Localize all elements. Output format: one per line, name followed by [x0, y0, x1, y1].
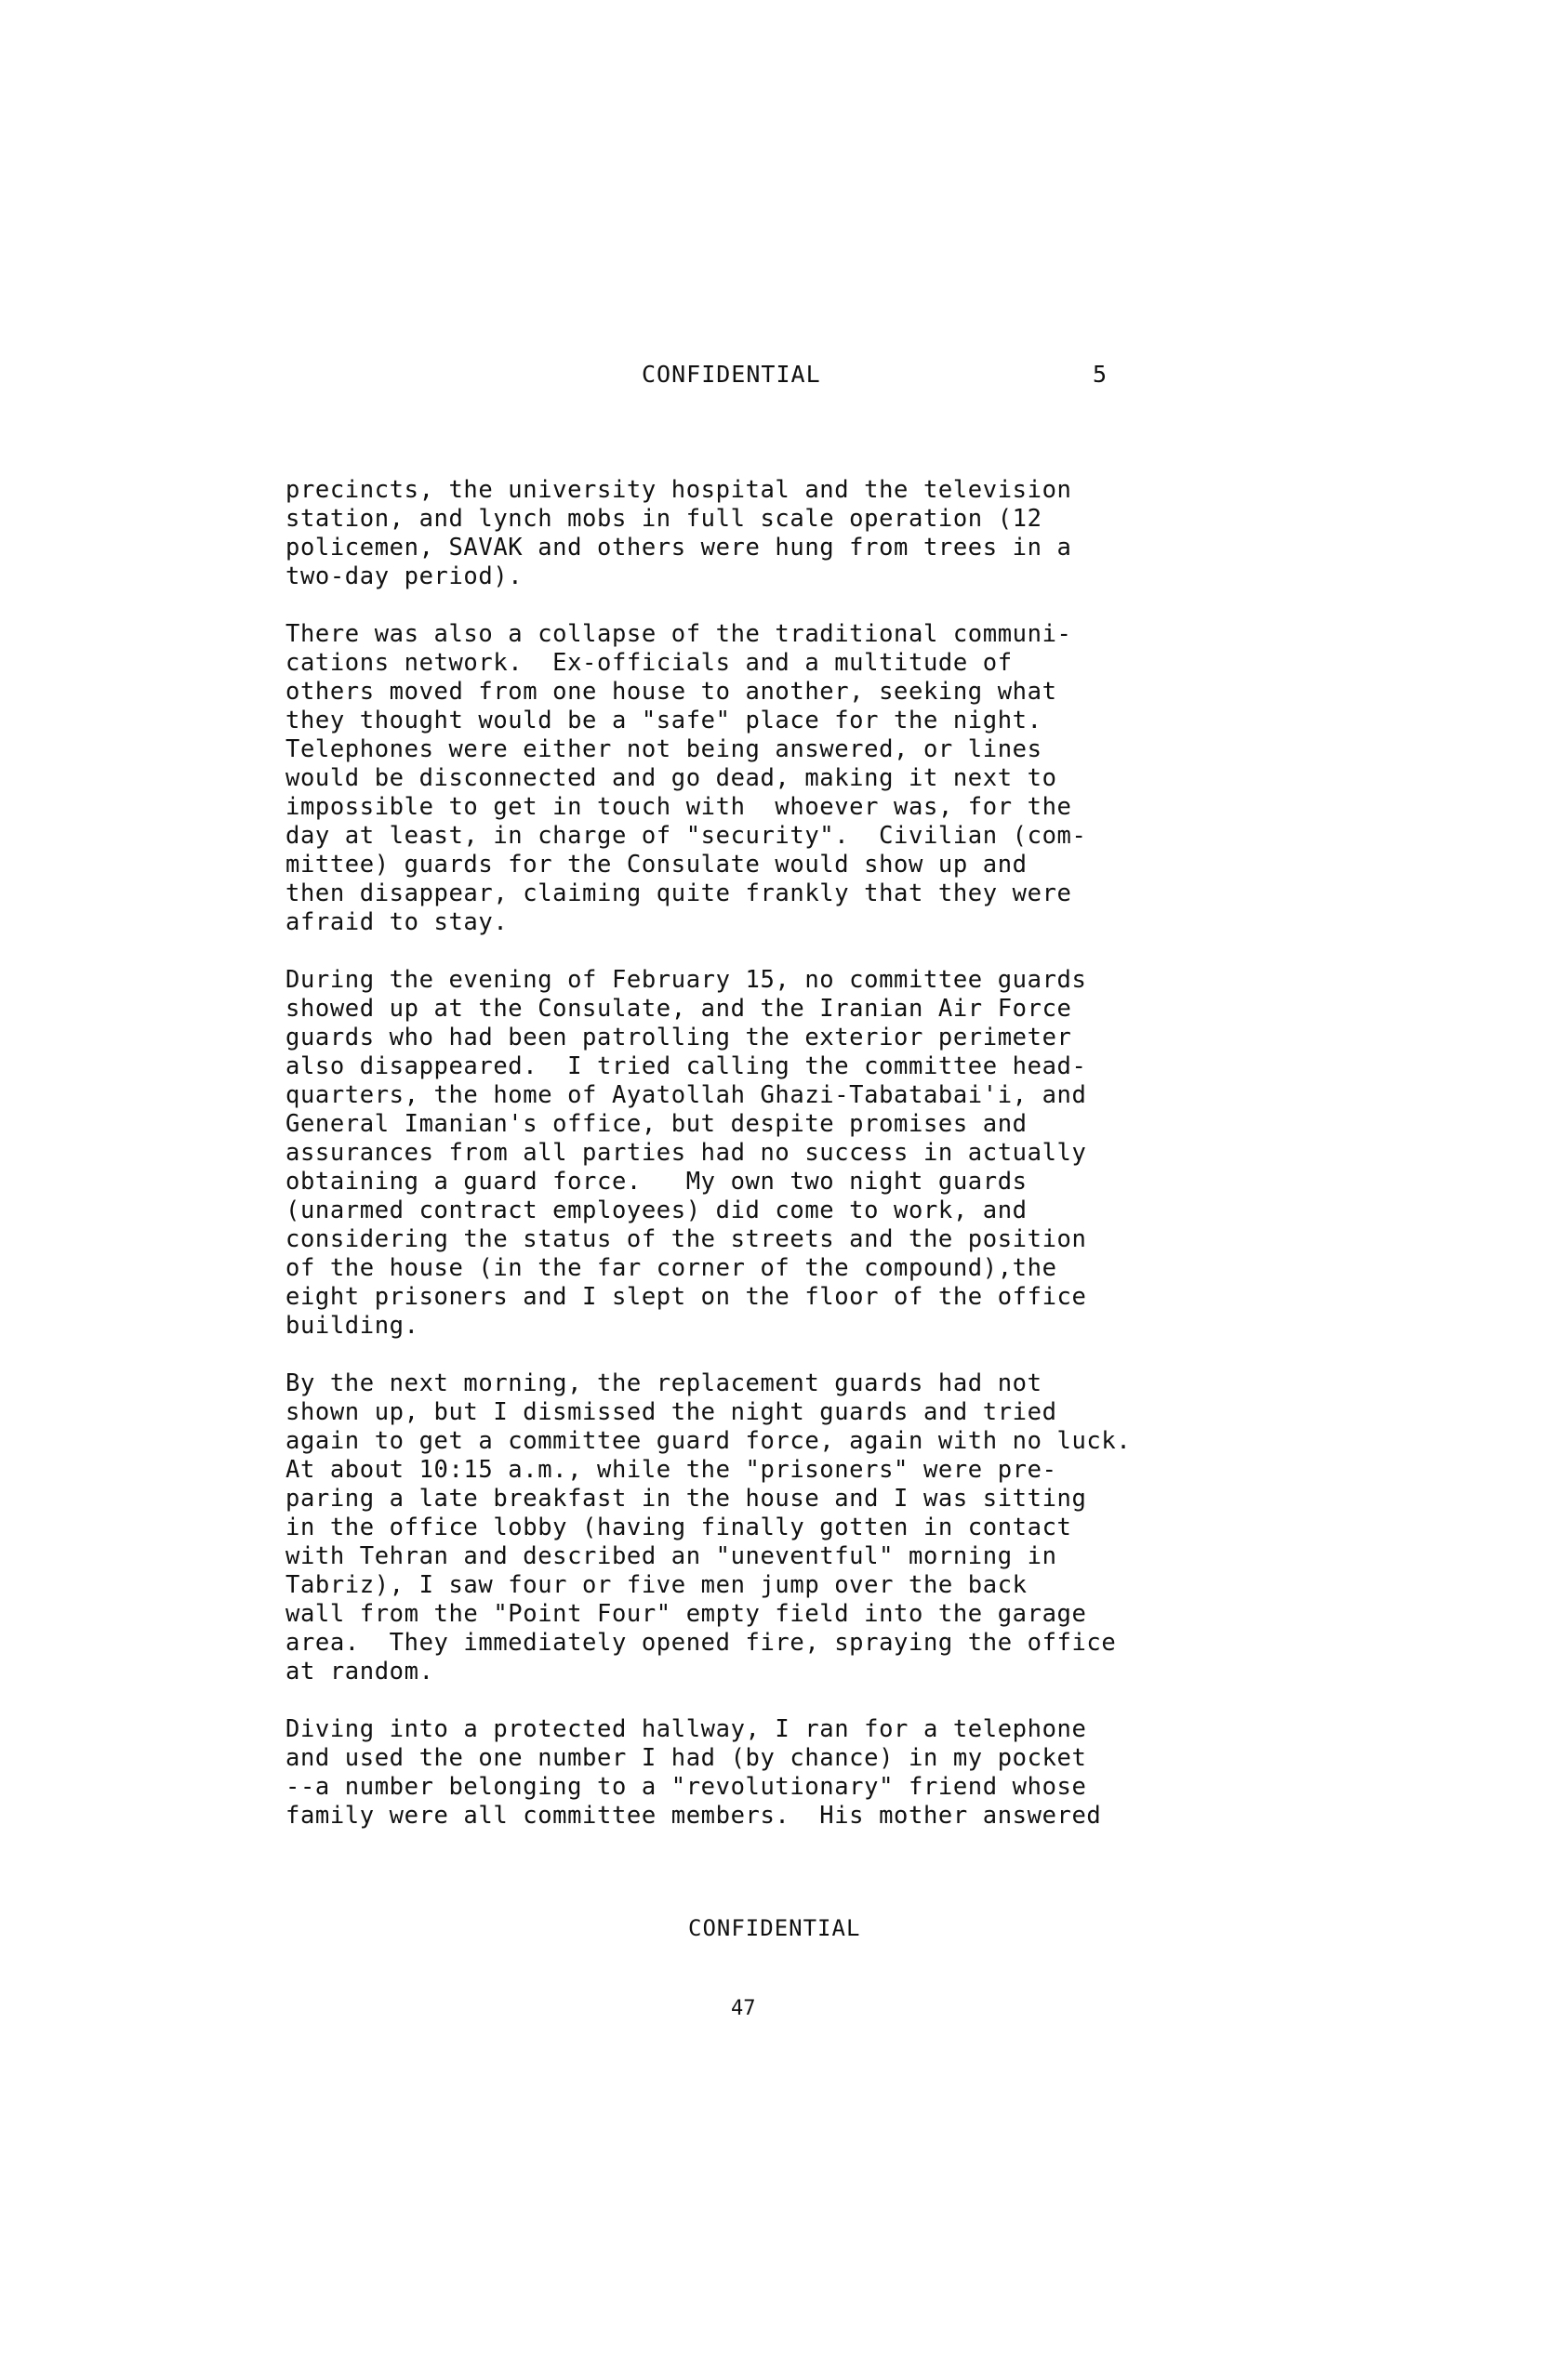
text-line: in the office lobby (having finally gotten in contact — [285, 1514, 1072, 1541]
text-line: with Tehran and described an "uneventful" morning in — [285, 1542, 1057, 1570]
body-text — [285, 476, 1290, 1859]
text-line: and used the one number I had (by chance) in my pocket — [285, 1744, 1087, 1772]
text-line: afraid to stay. — [285, 908, 509, 936]
footer-page-number: 47 — [731, 1997, 756, 2020]
text-line: General Imanian's office, but despite promises and — [285, 1110, 1028, 1138]
paragraph — [285, 476, 1290, 591]
text-line: considering the status of the streets and the position — [285, 1225, 1087, 1253]
text-line: Diving into a protected hallway, I ran for a telephone — [285, 1715, 1087, 1743]
text-line: guards who had been patrolling the exterior perimeter — [285, 1024, 1072, 1051]
text-line: others moved from one house to another, seeking what — [285, 678, 1057, 706]
text-line: Tabriz), I saw four or five men jump over the back — [285, 1571, 1028, 1599]
header-page-number: 5 — [1093, 361, 1108, 388]
text-line: obtaining a guard force. My own two night guards — [285, 1168, 1028, 1196]
text-line: quarters, the home of Ayatollah Ghazi-Tabatabai'i, and — [285, 1081, 1087, 1109]
text-line: two-day period). — [285, 562, 524, 590]
text-line: they thought would be a "safe" place for the night. — [285, 707, 1042, 734]
text-line: also disappeared. I tried calling the committee head- — [285, 1052, 1087, 1080]
paragraph — [285, 1369, 1290, 1686]
paragraph — [285, 620, 1290, 937]
text-line: By the next morning, the replacement guards had not — [285, 1369, 1042, 1397]
text-line: would be disconnected and go dead, making it next to — [285, 764, 1057, 792]
text-line: cations network. Ex-officials and a multitude of — [285, 649, 1013, 677]
text-line: --a number belonging to a "revolutionary" friend whose — [285, 1773, 1087, 1801]
text-line: assurances from all parties had no success in actually — [285, 1139, 1087, 1167]
text-line: at random. — [285, 1658, 434, 1686]
text-line: shown up, but I dismissed the night guards and tried — [285, 1398, 1057, 1426]
text-line: wall from the "Point Four" empty field into the garage — [285, 1600, 1087, 1628]
paragraph — [285, 1715, 1290, 1831]
text-line: again to get a committee guard force, again with no luck. — [285, 1427, 1132, 1455]
text-line: building. — [285, 1312, 419, 1340]
text-line: showed up at the Consulate, and the Iranian Air Force — [285, 995, 1072, 1023]
text-line: (unarmed contract employees) did come to work, and — [285, 1197, 1028, 1224]
text-line: Telephones were either not being answered, or lines — [285, 735, 1042, 763]
text-line: then disappear, claiming quite frankly that they were — [285, 879, 1072, 907]
text-line: impossible to get in touch with whoever was, for the — [285, 793, 1072, 821]
text-line: of the house (in the far corner of the compound),the — [285, 1254, 1057, 1282]
footer-classification: CONFIDENTIAL — [688, 1915, 861, 1941]
text-line: During the evening of February 15, no committee guards — [285, 966, 1087, 994]
text-line: There was also a collapse of the traditional communi- — [285, 620, 1072, 648]
text-line: At about 10:15 a.m., while the "prisoners" were pre- — [285, 1456, 1057, 1484]
text-line: paring a late breakfast in the house and I was sitting — [285, 1485, 1087, 1513]
text-line: family were all committee members. His mother answered — [285, 1802, 1102, 1830]
text-line: precincts, the university hospital and the television — [285, 476, 1072, 504]
text-line: area. They immediately opened fire, spraying the office — [285, 1629, 1117, 1657]
paragraph — [285, 966, 1290, 1341]
text-line: day at least, in charge of "security". Civilian (com- — [285, 822, 1087, 850]
text-line: eight prisoners and I slept on the floor of the office — [285, 1283, 1087, 1311]
text-line: policemen, SAVAK and others were hung from trees in a — [285, 534, 1072, 562]
text-line: mittee) guards for the Consulate would show up and — [285, 851, 1028, 879]
text-line: station, and lynch mobs in full scale operation (12 — [285, 505, 1042, 533]
header-classification: CONFIDENTIAL — [642, 361, 821, 388]
